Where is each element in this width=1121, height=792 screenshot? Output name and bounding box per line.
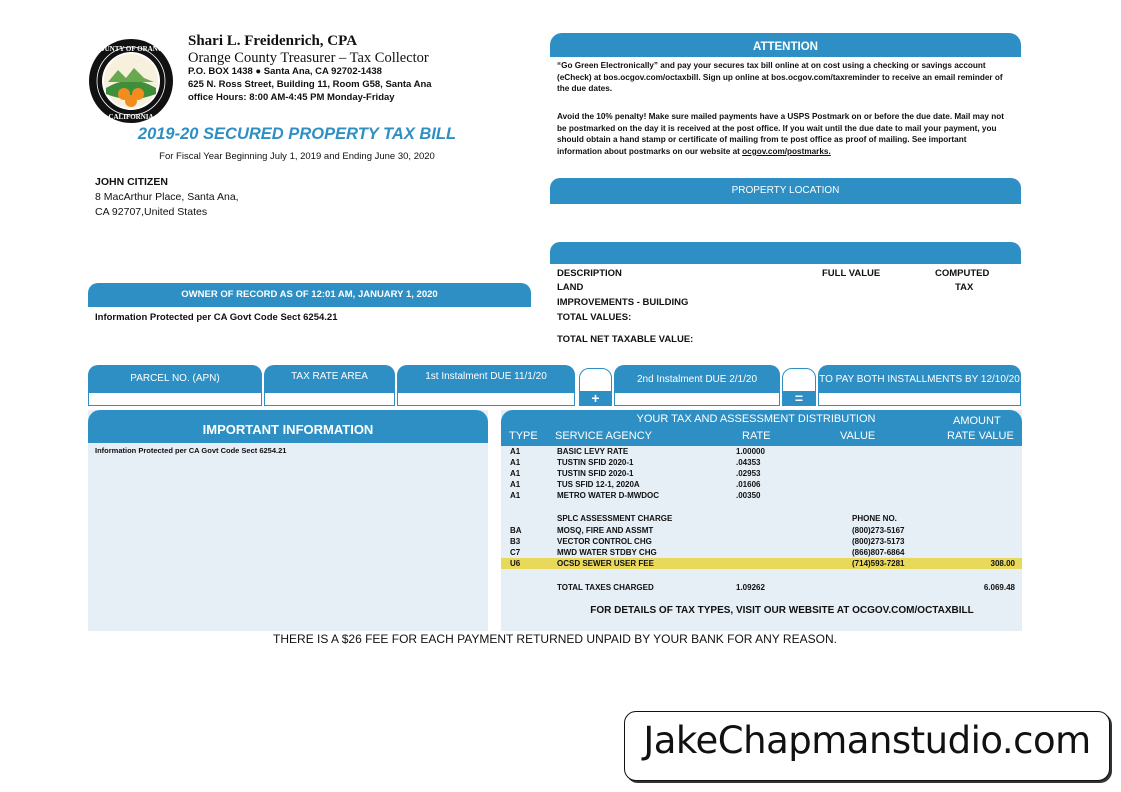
total-label: TOTAL TAXES CHARGED [557,583,654,592]
table-row [501,468,1022,479]
important-info-panel [88,410,488,631]
row-phone: (714)593-7281 [852,559,905,568]
row-phone: (800)273-5167 [852,526,905,535]
service-agency-header: SERVICE AGENCY [555,430,652,442]
value-header: VALUE [840,430,876,442]
amount-header: AMOUNT [953,415,1001,427]
row-agency: BASIC LEVY RATE [557,447,629,456]
total-row [501,582,1022,593]
first-instalment-box [397,365,575,406]
distribution-title: YOUR TAX AND ASSESSMENT DISTRIBUTION [636,413,876,425]
row-type: A1 [510,491,521,500]
second-instalment-value [614,392,780,406]
owner-info: Information Protected per CA Govt Code Sect 6254.21 [95,312,338,323]
owner-of-record-header: OWNER OF RECORD AS OF 12:01 AM, JANUARY 1, 2020 [88,283,531,307]
table-row [501,457,1022,468]
pay-both-value [818,392,1021,406]
first-instalment-value [397,392,575,406]
row-agency: VECTOR CONTROL CHG [557,537,652,546]
property-location-header: PROPERTY LOCATION [550,178,1021,204]
row-rate: .02953 [736,469,761,478]
fiscal-year: For Fiscal Year Beginning July 1, 2019 and Ending June 30, 2020 [159,151,435,162]
row-agency: TUSTIN SFID 2020-1 [557,458,634,467]
address-line-1: 8 MacArthur Place, Santa Ana, [95,191,239,203]
row-phone: (866)807-6864 [852,548,905,557]
postmark-text: Avoid the 10% penalty! Make sure mailed payments have a USPS Postmark on or before the due date. Mail may not be postmarked on the day it is received at the post office. If you wait until the due date to mail your payment, you should obtain a hand stamp or certificate of mailing from te post office as proof of mailing. See important information about postmarks on our website at [557,112,1004,156]
tax-rate-area-value [264,392,395,406]
total-values-label: TOTAL VALUES: [557,312,632,323]
land-label: LAND [557,282,584,293]
total-net-label: TOTAL NET TAXABLE VALUE: [557,334,694,345]
row-type: A1 [510,480,521,489]
parcel-box [88,365,262,406]
row-type: A1 [510,447,521,456]
tax-rate-area-label: TAX RATE AREA [264,365,395,392]
equals-sign: = [783,391,815,405]
address-line-2: CA 92707,United States [95,206,208,218]
splc-label: SPLC ASSESSMENT CHARGE [557,514,673,523]
full-value-label: FULL VALUE [822,268,881,279]
type-header: TYPE [509,430,538,442]
table-row [501,479,1022,490]
attention-paragraph-2 [557,111,1012,157]
row-agency: METRO WATER D-MWDOC [557,491,660,500]
svg-text:CALIFORNIA: CALIFORNIA [108,113,154,121]
plus-sign: + [580,391,611,405]
svg-text:COUNTY OF ORANGE: COUNTY OF ORANGE [94,45,168,53]
table-row [501,446,1022,457]
county-seal-logo [88,38,174,124]
rate-value-header: RATE VALUE [947,430,1014,442]
row-rate: .00350 [736,491,761,500]
row-agency: MWD WATER STDBY CHG [557,548,657,557]
row-rate: .01606 [736,480,761,489]
row-rate: .04353 [736,458,761,467]
computed-label: COMPUTED [935,268,990,279]
distribution-header [501,410,1022,446]
second-instalment-box [614,365,780,406]
row-type: B3 [510,537,521,546]
tax-rate-area-box [264,365,395,406]
table-row [501,490,1022,501]
total-rate: 1.09262 [736,583,765,592]
tax-label: TAX [955,282,974,293]
details-link[interactable]: FOR DETAILS OF TAX TYPES, VISIT OUR WEBSITE AT OCGOV.COM/OCTAXBILL [590,605,974,616]
phone-no-label: PHONE NO. [852,514,897,523]
improvements-label: IMPROVEMENTS - BUILDING [557,297,689,308]
plus-box [579,368,612,406]
equals-box [782,368,816,406]
parcel-value [88,392,262,406]
row-agency: OCSD SEWER USER FEE [557,559,654,568]
row-type: C7 [510,548,521,557]
table-row [501,536,1022,547]
table-row-highlighted [501,558,1022,569]
table-row [501,547,1022,558]
office-hours: office Hours: 8:00 AM-4:45 PM Monday-Friday [188,92,395,103]
row-type: A1 [510,469,521,478]
row-agency: TUSTIN SFID 2020-1 [557,469,634,478]
row-phone: (800)273-5173 [852,537,905,546]
addressee-name: JOHN CITIZEN [95,176,168,188]
assessment-header-row [501,513,1022,524]
bill-title: 2019-20 SECURED PROPERTY TAX BILL [137,125,457,143]
watermark-text: JakeChapmanstudio.com [643,719,1091,762]
parcel-label: PARCEL NO. (APN) [88,365,262,392]
returned-payment-notice: THERE IS A $26 FEE FOR EACH PAYMENT RETURNED UNPAID BY YOUR BANK FOR ANY REASON. [273,632,837,646]
attention-header: ATTENTION [550,33,1021,57]
pay-both-label: TO PAY BOTH INSTALLMENTS BY 12/10/20 [818,365,1021,392]
row-agency: MOSQ, FIRE AND ASSMT [557,526,654,535]
important-info-text: Information Protected per CA Govt Code Sect 6254.21 [95,446,287,455]
row-type: A1 [510,458,521,467]
collector-name: Shari L. Freidenrich, CPA [188,33,358,49]
postmarks-link[interactable]: ocgov.com/postmarks. [742,146,831,156]
first-instalment-label: 1st Instalment DUE 11/1/20 [397,365,575,392]
table-row [501,525,1022,536]
row-rate: 1.00000 [736,447,765,456]
row-agency: TUS SFID 12-1, 2020A [557,480,640,489]
attention-paragraph-1: “Go Green Electronically” and pay your secures tax bill online at on cost using a checking or savings account (eCheck) at bos.ocgov.com/octaxbill. Sign up online at bos.ocgov.com/taxreminder to receive an email reminder of the due dates. [557,61,1003,94]
rate-header: RATE [742,430,771,442]
watermark-box [624,711,1110,781]
row-type: BA [510,526,522,535]
total-amount: 6.069.48 [983,583,1015,592]
department-name: Orange County Treasurer – Tax Collector [188,50,429,66]
street-address: 625 N. Ross Street, Building 11, Room G58, Santa Ana [188,79,432,90]
row-type: U6 [510,559,521,568]
row-amount: 308.00 [990,559,1015,568]
important-info-header: IMPORTANT INFORMATION [88,410,488,443]
po-box: P.O. BOX 1438 ● Santa Ana, CA 92702-1438 [188,66,382,77]
values-header-bar [550,242,1021,264]
second-instalment-label: 2nd Instalment DUE 2/1/20 [614,365,780,392]
pay-both-box [818,365,1021,406]
distribution-body [501,446,1022,631]
description-label: DESCRIPTION [557,268,622,279]
